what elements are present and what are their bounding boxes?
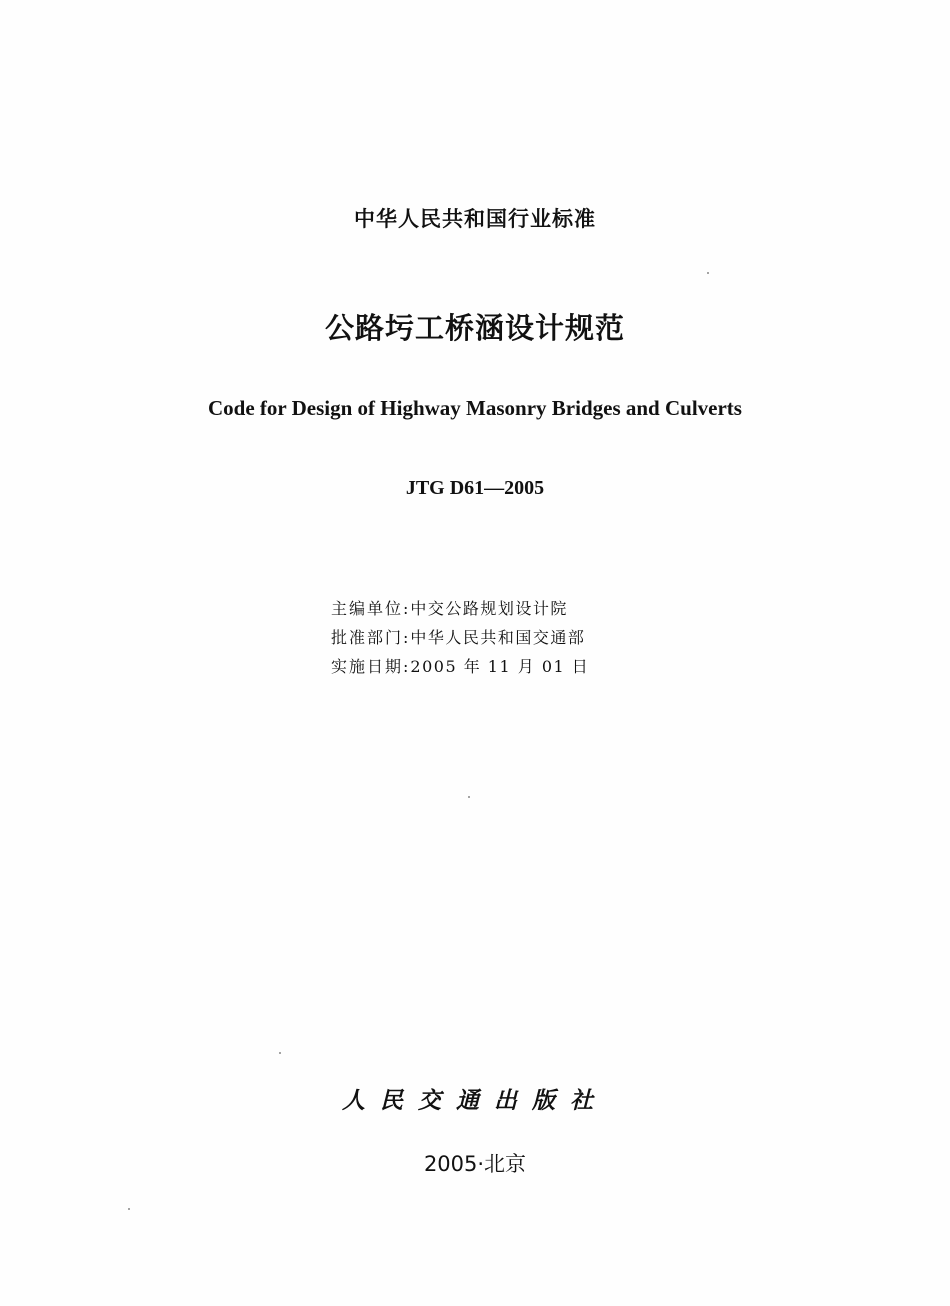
effective-date-value: 2005 年 11 月 01 日 bbox=[410, 657, 590, 676]
approval-dept-row bbox=[331, 623, 589, 652]
approval-dept-value: 中华人民共和国交通部 bbox=[410, 628, 586, 647]
document-title-chinese: 公路圬工桥涵设计规范 bbox=[324, 311, 625, 345]
document-metadata bbox=[331, 594, 589, 681]
publisher-name: 人民交通出版社 bbox=[342, 1087, 608, 1114]
document-title-english: Code for Design of Highway Masonry Bridges and Culverts bbox=[208, 396, 742, 420]
effective-date-row bbox=[331, 652, 589, 681]
scan-speck bbox=[128, 1208, 130, 1210]
scan-speck bbox=[468, 796, 470, 798]
standard-category: 中华人民共和国行业标准 bbox=[354, 207, 596, 231]
chief-editor-label: 主编单位: bbox=[331, 599, 411, 618]
scan-speck bbox=[707, 272, 709, 274]
publication-year-place: 2005·北京 bbox=[423, 1152, 527, 1176]
effective-date-label: 实施日期: bbox=[331, 657, 411, 676]
approval-dept-label: 批准部门: bbox=[331, 628, 411, 647]
chief-editor-row bbox=[331, 594, 589, 623]
standard-code-number: JTG D61—2005 bbox=[405, 477, 545, 499]
scan-speck bbox=[279, 1052, 281, 1054]
chief-editor-value: 中交公路规划设计院 bbox=[410, 599, 568, 618]
